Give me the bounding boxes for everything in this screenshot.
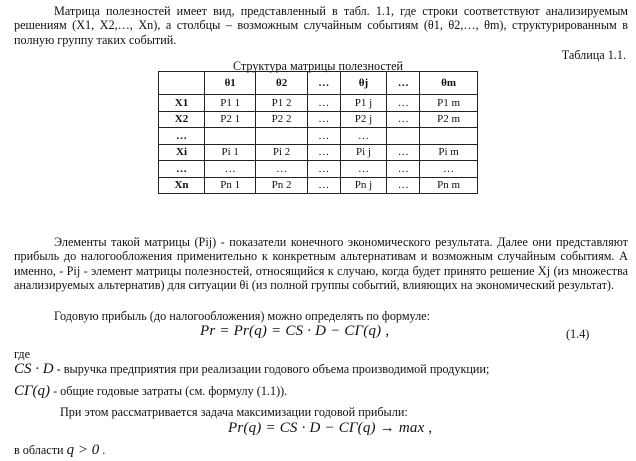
- revenue-symbol: CS · D: [14, 361, 54, 377]
- table-cell: [420, 128, 478, 145]
- elements-paragraph: [14, 235, 628, 293]
- header-cell: …: [387, 72, 420, 95]
- table-row: [159, 177, 478, 194]
- header-cell: …: [307, 72, 340, 95]
- table-cell: …: [387, 111, 420, 128]
- intro-paragraph: [14, 4, 628, 47]
- table-cell: Pn j: [340, 177, 386, 194]
- utility-matrix-table: [158, 71, 478, 194]
- table-row: [159, 128, 478, 145]
- header-cell: θj: [340, 72, 386, 95]
- costs-definition: - общие годовые затраты (см. формулу (1.1)).: [50, 384, 288, 398]
- table-cell: P2 1: [205, 111, 256, 128]
- header-cell: θ1: [205, 72, 256, 95]
- profit-formula: Pr = Pr(q) = CS · D − CΓ(q) ,: [200, 323, 390, 339]
- row-header-cell: X1: [159, 95, 205, 112]
- row-header-cell: X2: [159, 111, 205, 128]
- definition-revenue: [14, 362, 628, 376]
- row-header-cell: …: [159, 161, 205, 178]
- table-cell: P2 2: [256, 111, 307, 128]
- table-cell: P2 j: [340, 111, 386, 128]
- table-cell: Pn 1: [205, 177, 256, 194]
- header-cell: θm: [420, 72, 478, 95]
- table-cell: …: [387, 177, 420, 194]
- table-cell: …: [387, 95, 420, 112]
- table-cell: …: [307, 177, 340, 194]
- maximization-formula: Pr(q) = CS · D − CΓ(q) → max ,: [228, 420, 433, 436]
- header-cell: [159, 72, 205, 95]
- domain-condition: q > 0: [66, 442, 100, 458]
- table-cell: …: [387, 161, 420, 178]
- table-cell: [387, 128, 420, 145]
- costs-symbol: CΓ(q): [14, 383, 51, 399]
- table-row: [159, 95, 478, 112]
- table-cell: Pn m: [420, 177, 478, 194]
- table-cell: P1 m: [420, 95, 478, 112]
- table-cell: …: [307, 111, 340, 128]
- revenue-definition: - выручка предприятия при реализации годового объема производимой продукции;: [53, 362, 490, 376]
- table-row: [159, 144, 478, 161]
- table-cell: Pi m: [420, 144, 478, 161]
- table-cell: …: [307, 128, 340, 145]
- profit-intro-paragraph: [14, 309, 628, 323]
- table-cell: …: [256, 161, 307, 178]
- table-cell: Pi j: [340, 144, 386, 161]
- intro-text: Матрица полезностей имеет вид, представленный в табл. 1.1, где строки соответствуют анализируемым решениям (X1, X2,…, Xn), а столбцы – возможным случайным событиям (θ1, θ2,…, θm), структурированным в полную группу таких событий.: [14, 4, 628, 47]
- maximization-paragraph: [60, 405, 620, 419]
- table-cell: P2 m: [420, 111, 478, 128]
- table-cell: …: [340, 161, 386, 178]
- header-cell: θ2: [256, 72, 307, 95]
- row-header-cell: …: [159, 128, 205, 145]
- table-header-row: [159, 72, 478, 95]
- table-cell: …: [205, 161, 256, 178]
- domain-suffix: .: [99, 443, 106, 457]
- where-label: где: [14, 347, 31, 361]
- table-cell: …: [387, 144, 420, 161]
- table-cell: Pi 1: [205, 144, 256, 161]
- table-cell: …: [307, 144, 340, 161]
- table-row: [159, 161, 478, 178]
- domain-line: [14, 443, 628, 457]
- table-cell: P1 2: [256, 95, 307, 112]
- elements-text: Элементы такой матрицы (Pij) - показатели конечного экономического результата. Далее они представляют прибыль до налогообложения применительно к конкретным альтернативам и возможным случайным событиям. А именно, - Pij - элемент матрицы полезностей, относящийся к случаю, когда будет принято решение Xj (из множества анализируемых альтернатив) для ситуации θi (из полной группы событий, влияющих на экономический результат).: [14, 235, 628, 293]
- table-cell: …: [307, 95, 340, 112]
- table-row: [159, 111, 478, 128]
- table-number: Таблица 1.1.: [561, 48, 626, 62]
- maximization-text: При этом рассматривается задача максимизации годовой прибыли:: [60, 405, 408, 419]
- table-cell: …: [420, 161, 478, 178]
- row-header-cell: Xi: [159, 144, 205, 161]
- profit-intro-text: Годовую прибыль (до налогообложения) можно определять по формуле:: [54, 309, 430, 323]
- table-cell: Pn 2: [256, 177, 307, 194]
- row-header-cell: Xn: [159, 177, 205, 194]
- table-title: Структура матрицы полезностей: [232, 59, 404, 73]
- formula-number: (1.4): [566, 327, 590, 341]
- domain-prefix: в области: [14, 443, 67, 457]
- table-cell: P1 1: [205, 95, 256, 112]
- table-cell: …: [340, 128, 386, 145]
- table-cell: P1 j: [340, 95, 386, 112]
- table-cell: Pi 2: [256, 144, 307, 161]
- table-cell: …: [307, 161, 340, 178]
- table-cell: [256, 128, 307, 145]
- definition-costs: [14, 384, 628, 398]
- table-cell: [205, 128, 256, 145]
